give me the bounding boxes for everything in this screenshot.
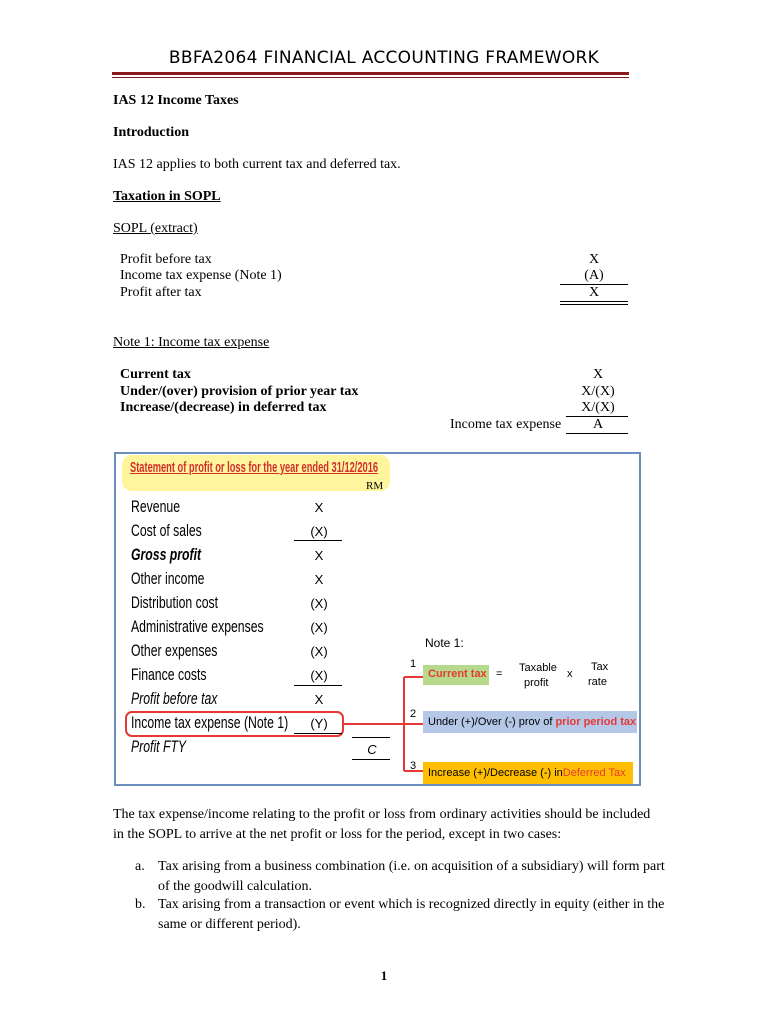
diagram-row-value: X (314, 572, 324, 587)
currency-label: RM (366, 480, 384, 492)
times-sign: x (567, 668, 573, 680)
step-number: 2 (410, 708, 417, 720)
subtotal-rule (294, 685, 342, 686)
diagram-row-value: (X) (310, 668, 328, 683)
note1-row-label: Current tax (120, 367, 191, 382)
diagram-row-value: X (314, 500, 324, 515)
under-over-text (428, 716, 636, 728)
list-marker: b. (135, 897, 146, 912)
note1-total-value: A (592, 417, 604, 432)
taxable-label: Taxable (519, 662, 557, 674)
list-item-text: Tax arising from a business combination (i.e. on acquisition of a subsidiary) will form part (158, 859, 665, 874)
subtotal-rule (294, 733, 342, 734)
sopl-row-label: Profit after tax (120, 285, 202, 300)
note1-total-label: Income tax expense (450, 417, 562, 432)
step-number: 1 (410, 658, 417, 670)
diagram-row-value: (X) (310, 524, 328, 539)
profit-label: profit (524, 677, 549, 689)
diagram-row-label: Distribution cost (131, 593, 219, 612)
section-title: IAS 12 Income Taxes (113, 93, 239, 108)
body-paragraph: The tax expense/income relating to the profit or loss from ordinary activities should be included in the SOPL to arrive at the net profit or loss for the period, except in two cases: (113, 807, 651, 842)
diagram-title: Statement of profit or loss for the year ended 31/12/2016 (130, 459, 379, 476)
tax-label: Tax (591, 661, 609, 673)
sopl-row-label: Profit before tax (120, 252, 212, 267)
under-over-label: Under (+)/Over (-) prov of (428, 716, 553, 728)
diagram-row-value: C (367, 742, 377, 757)
note1-row-value: X (592, 367, 604, 382)
sopl-row-value: (A) (584, 268, 604, 283)
note1-row-value: X/(X) (581, 384, 615, 399)
diagram-row-label: Gross profit (131, 545, 202, 564)
note-title: Note 1: (425, 636, 464, 650)
diagram-row-label: Other expenses (131, 641, 218, 660)
rate-label: rate (588, 676, 607, 688)
deferred-label: Deferred Tax (562, 767, 626, 779)
diagram-row-label: Revenue (131, 497, 181, 516)
equals-sign: = (496, 668, 503, 680)
intro-text: IAS 12 applies to both current tax and deferred tax. (113, 157, 401, 172)
note1-row-label: Increase/(decrease) in deferred tax (120, 400, 327, 415)
diagram-row-label: Finance costs (131, 665, 207, 684)
diagram-row-label: Profit FTY (131, 737, 187, 756)
diagram-row-value: (X) (310, 644, 328, 659)
diagram-row-label: Profit before tax (131, 689, 218, 708)
note1-row-label: Under/(over) provision of prior year tax (120, 384, 359, 399)
list-marker: a. (135, 859, 145, 874)
header-rule-thin (112, 77, 629, 78)
increase-decrease-label: Increase (+)/Decrease (-) in (428, 767, 563, 779)
diagram-row-label: Income tax expense (Note 1) (131, 713, 289, 732)
taxation-heading: Taxation in SOPL (113, 189, 221, 204)
diagram-row-label: Cost of sales (131, 521, 202, 540)
diagram-row-value: (Y) (310, 716, 328, 731)
step-number: 3 (410, 760, 417, 772)
diagram-row-value: (X) (310, 596, 328, 611)
total-double-rule (560, 301, 628, 305)
deferred-tax-text (428, 767, 626, 779)
sopl-row-value: X (588, 285, 600, 300)
list-item-text: of the goodwill calculation. (158, 879, 312, 894)
list-item-text: same or different period). (158, 917, 301, 932)
note1-row-value: X/(X) (581, 400, 615, 415)
diagram-row-value: X (314, 548, 324, 563)
diagram-row-value: (X) (310, 620, 328, 635)
total-rule (566, 433, 628, 434)
sopl-row-value: X (588, 252, 600, 267)
current-tax-label: Current tax (428, 668, 487, 680)
diagram-row-label: Other income (131, 569, 205, 588)
list-item-text: Tax arising from a transaction or event which is recognized directly in equity (either in the (158, 897, 665, 912)
diagram-row-value: X (314, 692, 324, 707)
header-rule (112, 72, 629, 75)
page-header: BBFA2064 FINANCIAL ACCOUNTING FRAMEWORK (168, 48, 600, 68)
page-number: 1 (380, 968, 388, 983)
subtotal-rule (294, 540, 342, 541)
intro-heading: Introduction (113, 125, 189, 140)
bracket-connector (340, 660, 430, 780)
note1-heading: Note 1: Income tax expense (113, 335, 270, 350)
prior-period-label: prior period tax (555, 716, 637, 728)
sopl-extract-heading: SOPL (extract) (113, 221, 198, 236)
sopl-row-label: Income tax expense (Note 1) (120, 268, 282, 283)
diagram-row-label: Administrative expenses (131, 617, 264, 636)
